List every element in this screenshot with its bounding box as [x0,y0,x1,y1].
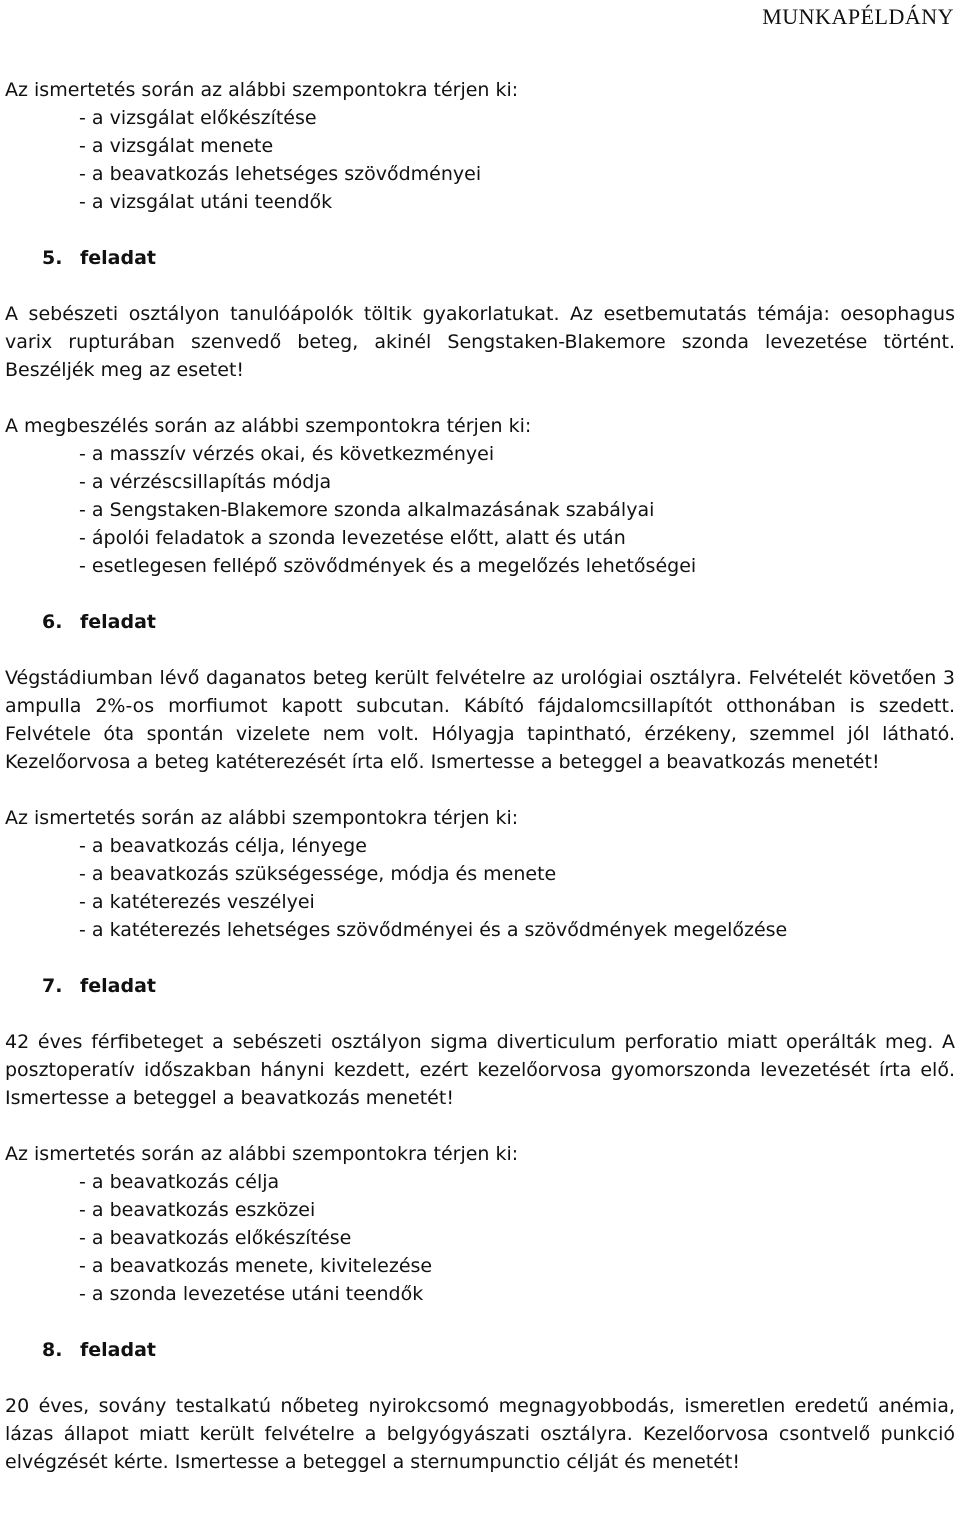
task-number: 7. [42,975,63,997]
task-number: 5. [42,247,63,269]
list-item: - a beavatkozás célja, lényege [79,835,367,857]
task-heading [5,1336,955,1364]
list-item: - a szonda levezetése utáni teendők [79,1283,424,1305]
task-8 [5,1336,955,1476]
task-label: feladat [80,611,156,633]
list-item: - a masszív vérzés okai, és következményei [79,443,495,465]
task-5 [5,244,955,580]
task-heading [5,608,955,636]
list-item: - a vizsgálat utáni teendők [79,191,333,213]
task-description: 20 éves, sovány testalkatú nőbeteg nyirokcsomó megnagyobbodás, ismeretlen eredetű anémia, lázas állapot miatt került felvételre a belgyógyászati osztályra. Kezelőorvosa csontvelő punkció elvégzését kérte. Ismertesse a beteggel a sternumpunctio célját és menetét! [5,1395,955,1473]
section-intro: Az ismertetés során az alábbi szempontokra térjen ki: [5,807,519,829]
list-item: - a beavatkozás lehetséges szövődményei [79,163,482,185]
task-number: 8. [42,1339,63,1361]
list-item: - a vizsgálat előkészítése [79,107,317,129]
criteria-list [5,832,955,944]
task-number: 6. [42,611,63,633]
task-7 [5,972,955,1308]
list-item: - a Sengstaken-Blakemore szonda alkalmazásának szabályai [79,499,655,521]
list-item: - a katéterezés veszélyei [79,891,315,913]
criteria-list [5,1168,955,1308]
list-item: - a beavatkozás eszközei [79,1199,316,1221]
section-intro: Az ismertetés során az alábbi szempontokra térjen ki: [5,79,519,101]
task-description: Végstádiumban lévő daganatos beteg került felvételre az urológiai osztályra. Felvételét követően 3 ampulla 2%-os morfiumot kapott subcutan. Kábító fájdalomcsillapítót otthonában is szedett. Felvétele óta spontán vizelete nem volt. Hólyagja tapintható, érzékeny, szemmel jól látható. Kezelőorvosa a beteg katéterezését írta elő. Ismertesse a beteggel a beavatkozás menetét! [5,667,955,773]
task-label: feladat [80,247,156,269]
section-intro: A megbeszélés során az alábbi szempontokra térjen ki: [5,415,532,437]
list-item: - esetlegesen fellépő szövődmények és a megelőzés lehetőségei [79,555,697,577]
task-4-continuation [5,76,955,216]
list-item: - a beavatkozás szükségessége, módja és menete [79,863,557,885]
list-item: - a beavatkozás célja [79,1171,280,1193]
task-label: feladat [80,1339,156,1361]
list-item: - a vizsgálat menete [79,135,274,157]
section-intro: Az ismertetés során az alábbi szempontokra térjen ki: [5,1143,519,1165]
task-description: A sebészeti osztályon tanulóápolók töltik gyakorlatukat. Az esetbemutatás témája: oesophagus varix rupturában szenvedő beteg, akinél Sengstaken-Blakemore szonda levezetése történt. Beszéljék meg az esetet! [5,303,955,381]
task-label: feladat [80,975,156,997]
document-body [5,76,955,1476]
task-6 [5,608,955,944]
criteria-list [5,440,955,580]
list-item: - a vérzéscsillapítás módja [79,471,332,493]
list-item: - a beavatkozás menete, kivitelezése [79,1255,433,1277]
list-item: - a katéterezés lehetséges szövődményei és a szövődmények megelőzése [79,919,788,941]
criteria-list [5,104,955,216]
task-description: 42 éves férfibeteget a sebészeti osztályon sigma diverticulum perforatio miatt operálták meg. A posztoperatív időszakban hányni kezdett, ezért kezelőorvosa gyomorszonda levezetését írta elő. Ismertesse a beteggel a beavatkozás menetét! [5,1031,955,1109]
task-heading [5,244,955,272]
list-item: - a beavatkozás előkészítése [79,1227,352,1249]
document-header-stamp: MUNKAPÉLDÁNY [762,4,954,29]
list-item: - ápolói feladatok a szonda levezetése előtt, alatt és után [79,527,626,549]
task-heading [5,972,955,1000]
